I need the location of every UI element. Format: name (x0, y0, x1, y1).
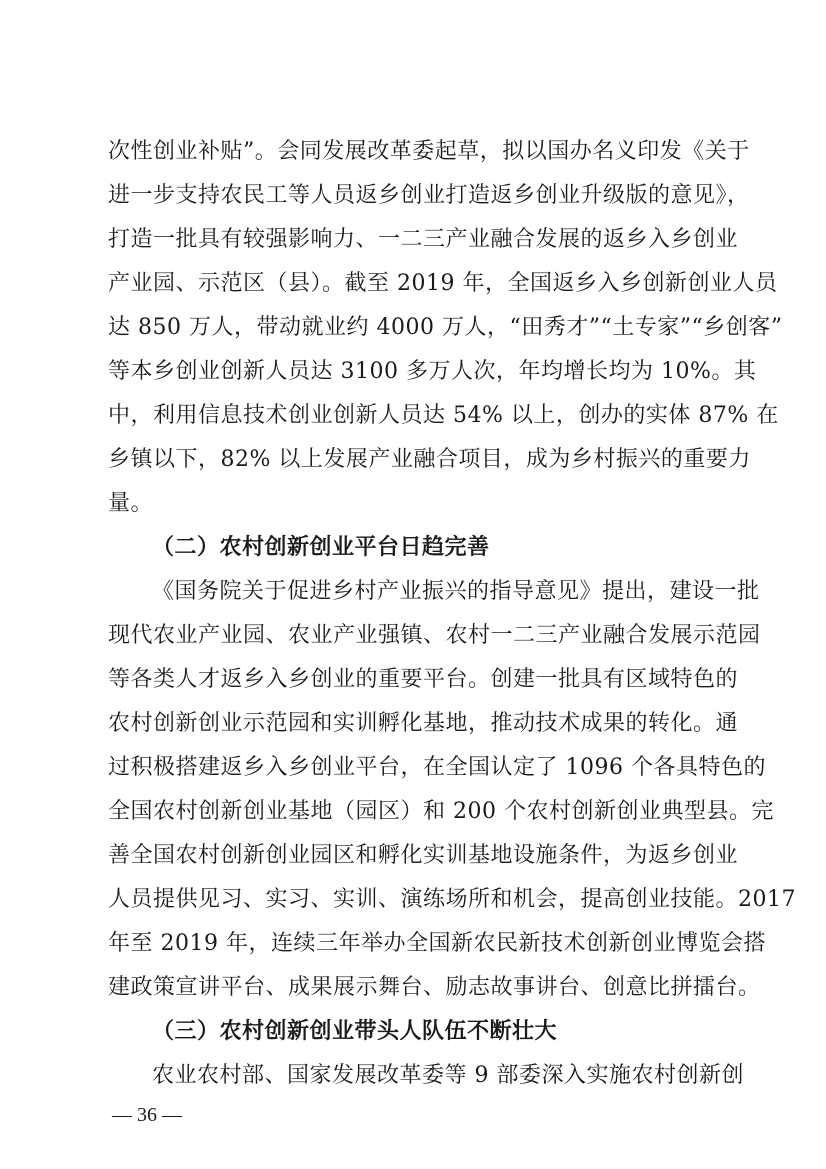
body-text-line: 农业农村部、国家发展改革委等 9 部委深入实施农村创新创 (152, 1063, 744, 1088)
body-text-line: 乡镇以下，82% 以上发展产业融合项目，成为乡村振兴的重要力 (108, 447, 751, 472)
body-text-line: 善全国农村创新创业园区和孵化实训基地设施条件，为返乡创业 (108, 843, 739, 868)
body-text-line: 年至 2019 年，连续三年举办全国新农民新技术创新创业博览会搭 (108, 931, 766, 956)
section-heading: （三）农村创新创业带头人队伍不断壮大 (152, 1019, 558, 1044)
body-text-line: 中，利用信息技术创业创新人员达 54% 以上，创办的实体 87% 在 (108, 403, 779, 428)
body-text-line: 《国务院关于促进乡村产业振兴的指导意见》提出，建设一批 (152, 579, 760, 604)
body-text-line: 建政策宣讲平台、成果展示舞台、励志故事讲台、创意比拼擂台。 (108, 975, 761, 1000)
body-text-line: 农村创新创业示范园和实训孵化基地，推动技术成果的转化。通 (108, 711, 739, 736)
body-text-line: 进一步支持农民工等人员返乡创业打造返乡创业升级版的意见》， (108, 183, 750, 208)
page-number: — 36 — (112, 1104, 182, 1126)
body-text-line: 等本乡创业创新人员达 3100 多万人次，年均增长均为 10%。其 (108, 359, 757, 384)
body-text-line: 量。 (108, 491, 154, 516)
body-text-line: 过积极搭建返乡入乡创业平台，在全国认定了 1096 个各具特色的 (108, 755, 766, 780)
body-text-line: 达 850 万人，带动就业约 4000 万人，“田秀才”“土专家”“乡创客” (108, 315, 783, 340)
section-heading: （二）农村创新创业平台日趋完善 (152, 535, 490, 560)
body-text-line: 次性创业补贴”。会同发展改革委起草，拟以国办名义印发《关于 (108, 139, 750, 164)
body-text-line: 人员提供见习、实习、实训、演练场所和机会，提高创业技能。2017 (108, 887, 796, 912)
body-text-line: 等各类人才返乡入乡创业的重要平台。创建一批具有区域特色的 (108, 667, 739, 692)
body-text-line: 全国农村创新创业基地（园区）和 200 个农村创新创业典型县。完 (108, 799, 774, 824)
body-text-line: 现代农业产业园、农业产业强镇、农村一二三产业融合发展示范园 (108, 623, 761, 648)
body-text-line: 产业园、示范区（县）。截至 2019 年，全国返乡入乡创新创业人员 (108, 271, 778, 296)
body-text-line: 打造一批具有较强影响力、一二三产业融合发展的返乡入乡创业 (108, 227, 739, 252)
